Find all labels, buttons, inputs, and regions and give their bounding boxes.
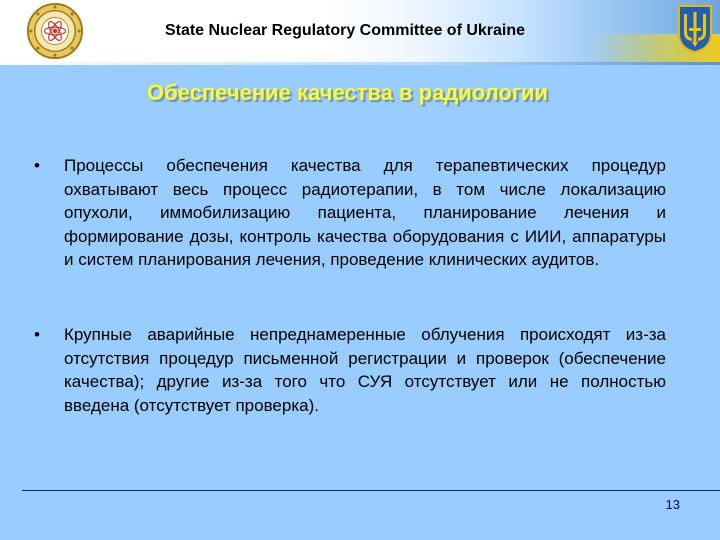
- ukraine-trident-icon: [675, 4, 715, 54]
- bullet-text: Процессы обеспечения качества для терапевтических процедур охватывают весь процесс радиотерапии, в том числе локализацию опухоли, иммобилизацию пациента, планирование лечения и формирование дозы, контроль качества оборудования с ИИИ, аппаратуры и систем планирования лечения, проведение клинических аудитов.: [64, 156, 666, 269]
- header-divider: [0, 62, 720, 65]
- organization-name: State Nuclear Regulatory Committee of Ukraine: [164, 22, 526, 39]
- bullet-item: [34, 154, 666, 272]
- bullet-symbol: •: [34, 325, 40, 344]
- bullet-text: Крупные аварийные непреднамеренные облучения происходят из-за отсутствия процедур письменной регистрации и проверок (обеспечение качества); другие из-за того что СУЯ отсутствует или не полностью введена (отсутствует проверка).: [64, 325, 666, 415]
- footer-divider: [22, 490, 720, 491]
- slide-title: Обеспечение качества в радиологии: [146, 80, 549, 105]
- bullet-symbol: •: [34, 156, 40, 175]
- bullet-item: [34, 323, 666, 417]
- page-number: 13: [665, 497, 680, 512]
